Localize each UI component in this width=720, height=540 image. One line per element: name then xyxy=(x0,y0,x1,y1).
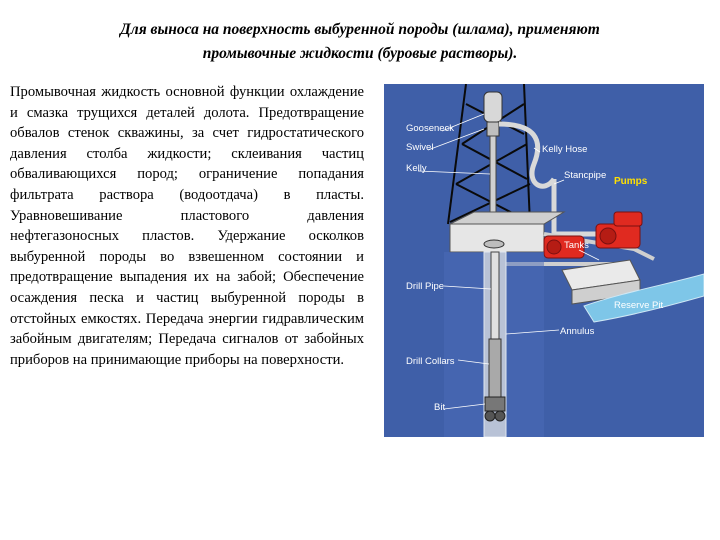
label-pumps: Pumps xyxy=(614,176,648,187)
slide-title xyxy=(20,18,700,66)
rig-illustration xyxy=(384,84,704,437)
drill-bit xyxy=(485,397,505,421)
label-bit: Bit xyxy=(434,402,446,413)
functions-paragraph: Промывочная жидкость основной функции охлаждение и смазка трущихся деталей долота. Предотвращение обвалов стенок скважины, за счет гидростатического давления столба жидкости; склеивания частиц обваливающихся пород; ограничение попадания фильтрата раствора (водоотдача) в пласты. Уравновешивание пластового давления нефтегазоносных пластов. Удержание осколков выбуренной породы во взвешенном состоянии и предотвращение выпадения их на забой; Обеспечение осаждения песка и частиц выбуренной породы в отстойных емкостях. Передача энергии гидравлическим забойным двигателям; Передача сигналов от забойных приборов на принимающие приборы на поверхности. xyxy=(10,84,364,368)
title-line-1: Для выноса на поверхность выбуренной породы (шлама), применяют xyxy=(120,21,600,38)
label-gooseneck: Gooseneck xyxy=(406,123,455,134)
label-kelly-hose: Kelly Hose xyxy=(542,144,588,155)
title-line-2: промывочные жидкости (буровые растворы). xyxy=(202,45,518,62)
label-drill-collars: Drill Collars xyxy=(406,356,455,367)
swivel-block xyxy=(484,92,502,136)
label-tanks: Tanks xyxy=(564,240,589,251)
label-standpipe: Stancpipe xyxy=(564,170,607,181)
drilling-rig-mud-circulation-diagram xyxy=(384,84,704,437)
drill-collars xyxy=(489,339,501,397)
label-annulus: Annulus xyxy=(560,326,595,337)
label-reserve-pit: Reserve Pit xyxy=(614,300,664,311)
label-kelly: Kelly xyxy=(406,163,427,174)
label-drill-pipe: Drill Pipe xyxy=(406,281,445,292)
label-swivel: Swivel xyxy=(406,142,434,153)
